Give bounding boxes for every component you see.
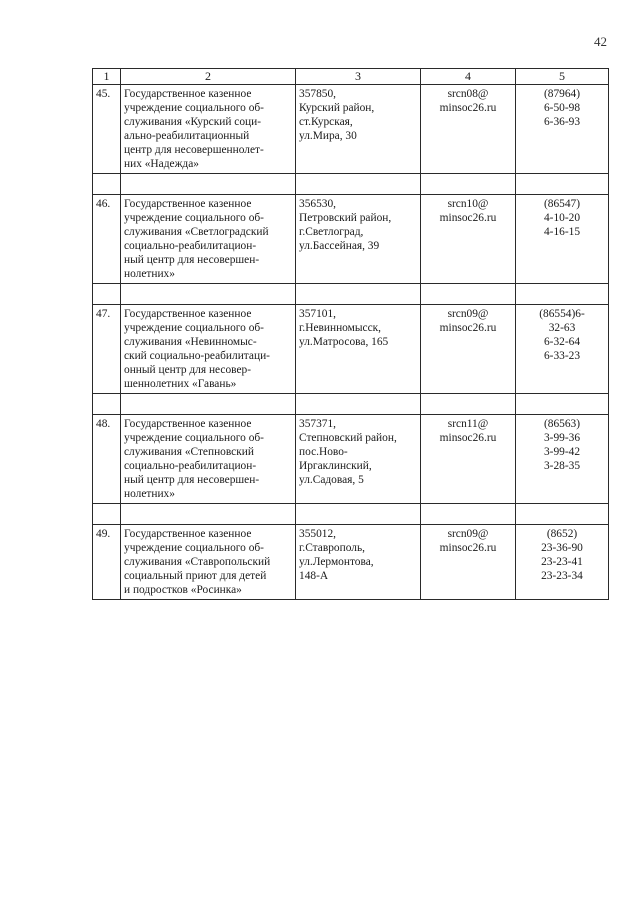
institution-phones: (86554)6- 32-63 6-32-64 6-33-23 [516,305,609,394]
table-row [93,415,609,504]
institution-address: 357850, Курский район, ст.Курская, ул.Мира, 30 [296,85,421,174]
institutions-table [92,68,609,600]
institution-email: srcn10@ minsoc26.ru [421,195,516,284]
institution-address: 356530, Петровский район, г.Светлоград, ул.Бассейная, 39 [296,195,421,284]
table-row [93,195,609,284]
table-row [93,305,609,394]
institution-email: srcn09@ minsoc26.ru [421,525,516,600]
row-spacer [93,394,609,415]
table-row [93,525,609,600]
institution-address: 357371, Степновский район, пос.Ново- Иргаклинский, ул.Садовая, 5 [296,415,421,504]
institution-phones: (86547) 4-10-20 4-16-15 [516,195,609,284]
institution-email: srcn08@ minsoc26.ru [421,85,516,174]
row-spacer [93,504,609,525]
institution-phones: (8652) 23-36-90 23-23-41 23-23-34 [516,525,609,600]
row-number: 48. [93,415,121,504]
table-row [93,85,609,174]
institution-name: Государственное казенное учреждение социального об- служивания «Светлоградский социально-реабилитацион- ный центр для несовершен- нолетних» [121,195,296,284]
page-number: 42 [594,34,607,49]
institution-name: Государственное казенное учреждение социального об- служивания «Ставропольский социальный приют для детей и подростков «Росинка» [121,525,296,600]
column-header: 5 [516,69,609,85]
institution-email: srcn11@ minsoc26.ru [421,415,516,504]
column-header: 2 [121,69,296,85]
institution-address: 357101, г.Невинномысск, ул.Матросова, 165 [296,305,421,394]
institution-email: srcn09@ minsoc26.ru [421,305,516,394]
row-number: 49. [93,525,121,600]
row-spacer [93,174,609,195]
table-header-row [93,69,609,85]
institution-name: Государственное казенное учреждение социального об- служивания «Невинномыс- ский социально-реабилитаци- онный центр для несовер- шеннолетних «Гавань» [121,305,296,394]
institution-phones: (86563) 3-99-36 3-99-42 3-28-35 [516,415,609,504]
institution-name: Государственное казенное учреждение социального об- служивания «Курский соци- ально-реабилитационный центр для несовершеннолет- них «Надежда» [121,85,296,174]
column-header: 4 [421,69,516,85]
column-header: 3 [296,69,421,85]
institution-name: Государственное казенное учреждение социального об- служивания «Степновский социально-реабилитацион- ный центр для несовершен- нолетних» [121,415,296,504]
row-number: 46. [93,195,121,284]
row-number: 47. [93,305,121,394]
institution-phones: (87964) 6-50-98 6-36-93 [516,85,609,174]
row-spacer [93,284,609,305]
column-header: 1 [93,69,121,85]
institution-address: 355012, г.Ставрополь, ул.Лермонтова, 148-А [296,525,421,600]
row-number: 45. [93,85,121,174]
